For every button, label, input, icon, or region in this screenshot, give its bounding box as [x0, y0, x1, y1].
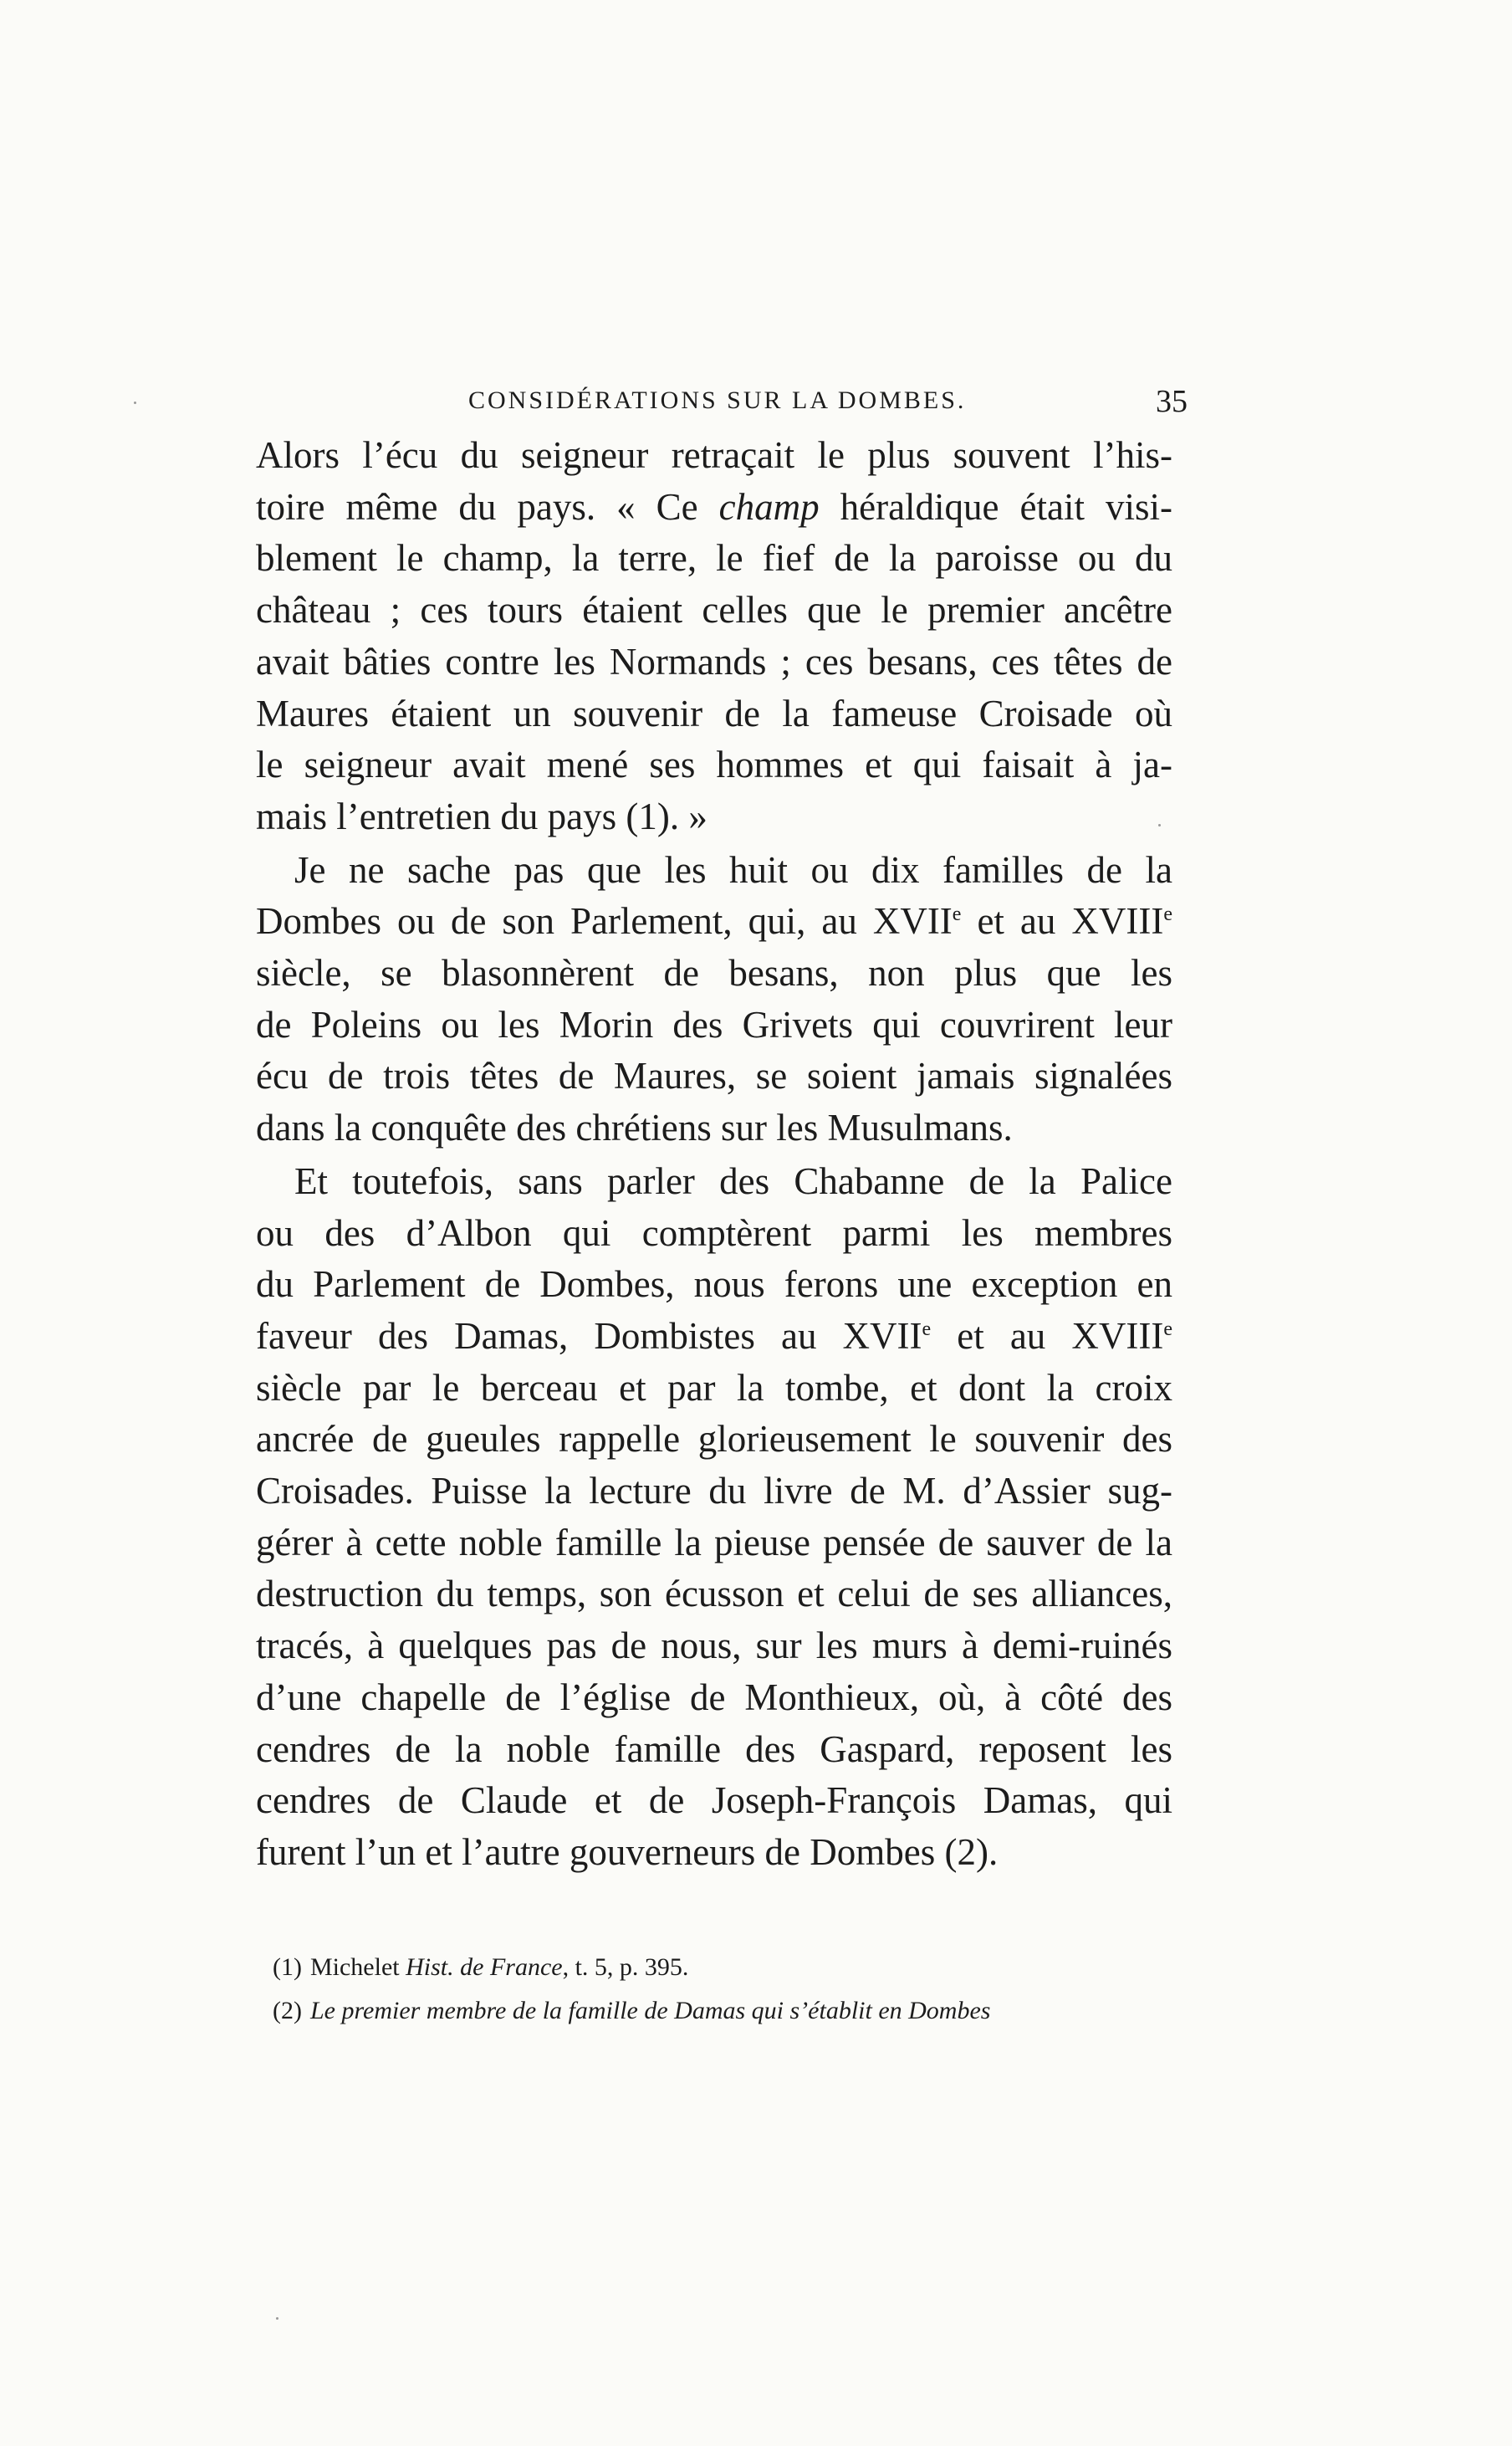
paper-speck	[134, 402, 136, 404]
running-header	[468, 386, 1188, 427]
text-line: faveur des Damas, Dombistes au XVIIe et au XVIIIe	[256, 1314, 1172, 1357]
text-line: cendres de la noble famille des Gaspard, reposent les	[256, 1727, 1172, 1770]
text-line: gérer à cette noble famille la pieuse pensée de sauver de la	[256, 1521, 1172, 1563]
text-line: furent l’un et l’autre gouverneurs de Dombes (2).	[256, 1830, 999, 1873]
text-line: du Parlement de Dombes, nous ferons une exception en	[256, 1263, 1172, 1306]
text-line: siècle par le berceau et par la tombe, et dont la croix	[256, 1366, 1172, 1409]
text-line: siècle, se blasonnèrent de besans, non plus que les	[256, 952, 1172, 995]
text-line: mais l’entretien du pays (1). »	[256, 795, 707, 837]
footnote-mark: (1)	[273, 1953, 302, 1981]
footnote-mark: (2)	[273, 1997, 302, 2024]
footnote-2: (2) Le premier membre de la famille de Damas qui s’établit en Dombes	[273, 1997, 991, 2024]
paper-speck	[1158, 824, 1161, 826]
text-line: Je ne sache pas que les huit ou dix familles de la	[294, 848, 1172, 891]
text-line: Croisades. Puisse la lecture du livre de M. d’Assier sug-	[256, 1470, 1172, 1512]
text-line: de Poleins ou les Morin des Grivets qui couvrirent leur	[256, 1003, 1172, 1046]
text-line: destruction du temps, son écusson et celui de ses alliances,	[256, 1573, 1172, 1615]
text-line: d’une chapelle de l’église de Monthieux, où, à côté des	[256, 1676, 1172, 1718]
text-line: écu de trois têtes de Maures, se soient jamais signalées	[256, 1055, 1172, 1098]
text-line: dans la conquête des chrétiens sur les Musulmans.	[256, 1107, 1013, 1149]
text-line: tracés, à quelques pas de nous, sur les murs à demi-ruinés	[256, 1625, 1172, 1667]
text-line: Maures étaient un souvenir de la fameuse Croisade où	[256, 692, 1172, 734]
italic-word: champ	[718, 485, 820, 528]
text-line: château ; ces tours étaient celles que le premier ancêtre	[256, 589, 1172, 632]
text-line: toire même du pays. « Ce champ héraldique était visi-	[256, 485, 1172, 528]
body-text	[256, 430, 1172, 1879]
text-line: blement le champ, la terre, le fief de la paroisse ou du	[256, 537, 1172, 580]
text-line: ou des d’Albon qui comptèrent parmi les membres	[256, 1211, 1172, 1254]
text-line: Alors l’écu du seigneur retraçait le plus souvent l’his-	[256, 434, 1172, 476]
footnotes	[273, 1946, 1172, 2033]
paper-speck	[276, 2317, 278, 2320]
footnote-1: (1) Michelet Hist. de France, t. 5, p. 395.	[273, 1953, 689, 1981]
running-title: CONSIDÉRATIONS SUR LA DOMBES.	[468, 386, 967, 414]
text-line: avait bâties contre les Normands ; ces besans, ces têtes de	[256, 640, 1172, 683]
text-line: Et toutefois, sans parler des Chabanne de la Palice	[294, 1159, 1172, 1202]
text-line: le seigneur avait mené ses hommes et qui faisait à ja-	[256, 744, 1172, 786]
text-line: ancrée de gueules rappelle glorieusement le souvenir des	[256, 1418, 1172, 1461]
text-line: cendres de Claude et de Joseph-François Damas, qui	[256, 1779, 1172, 1822]
text-line: Dombes ou de son Parlement, qui, au XVIIe et au XVIIIe	[256, 900, 1172, 943]
page-number: 35	[1156, 384, 1188, 419]
